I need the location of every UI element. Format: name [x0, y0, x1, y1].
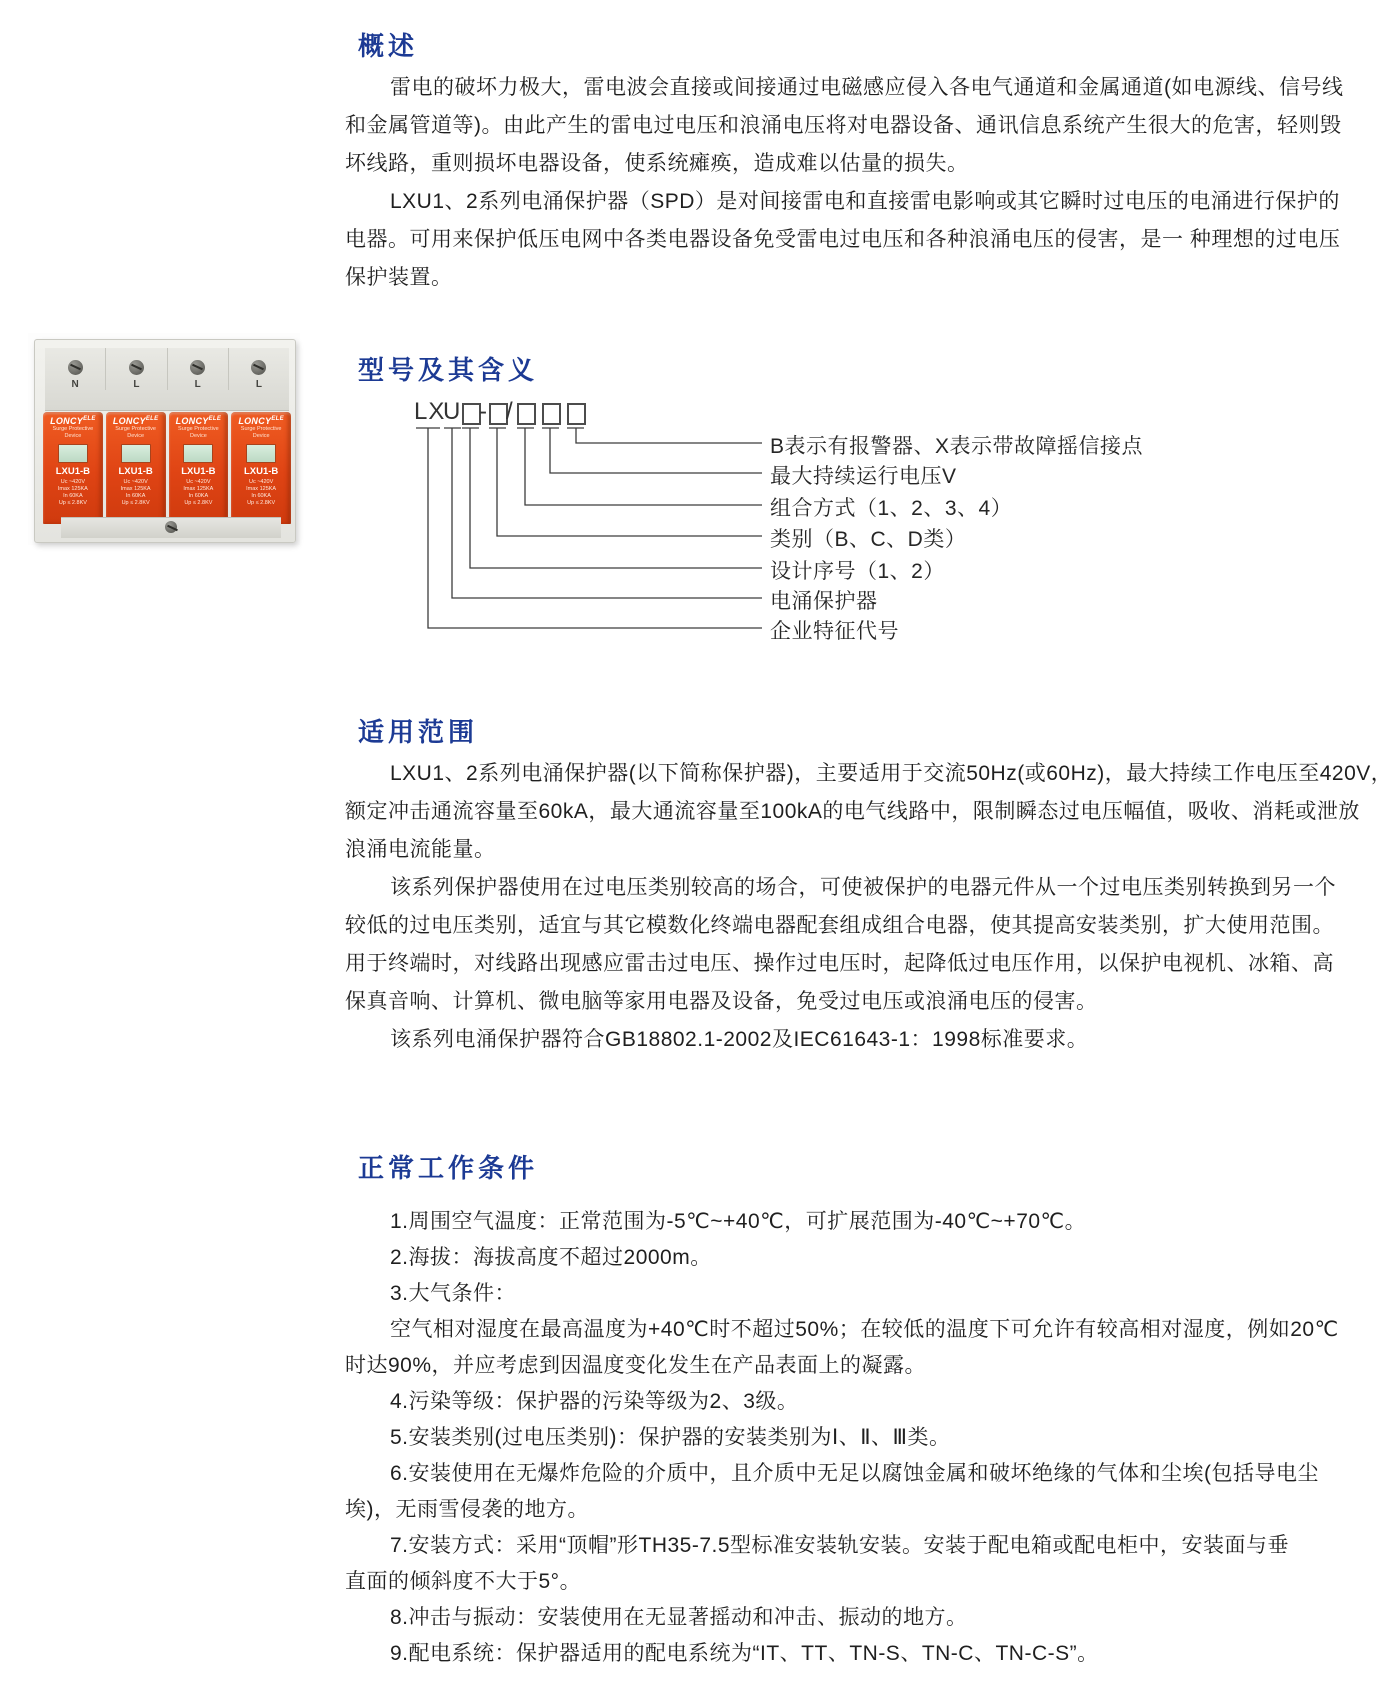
- model-code: [340, 398, 640, 428]
- model-label: B表示有报警器、X表示带故障摇信接点: [770, 435, 1144, 458]
- terminal-label: L: [133, 379, 140, 390]
- condition-text-line: 7.安装方式：采用“顶帽”形TH35-7.5型标准安装轨安装。安装于配电箱或配电柜中，安装面与垂: [390, 1534, 1290, 1557]
- overview-heading: 概述: [358, 31, 419, 61]
- module-model-label: LXU1-B: [118, 466, 153, 477]
- model-label: 设计序号（1、2）: [770, 560, 945, 583]
- terminal-screw-icon: [129, 360, 144, 375]
- module-spec-line: In 60KA: [125, 493, 146, 499]
- module-spec-line: Up ≤ 2.8KV: [184, 500, 213, 506]
- module-subtitle: Surge Protective: [115, 426, 156, 432]
- conditions-heading: 正常工作条件: [358, 1153, 539, 1183]
- condition-text-line: 9.配电系统：保护器适用的配电系统为“IT、TT、TN-S、TN-C、TN-C-S”。: [390, 1642, 1099, 1665]
- module-specs: [169, 479, 229, 507]
- module-specs: [43, 479, 103, 507]
- condition-text-line: 时达90%，并应考虑到因温度变化发生在产品表面上的凝露。: [345, 1354, 927, 1377]
- overview-text-line: 和金属管道等)。由此产生的雷电过电压和浪涌电压将对电器设备、通讯信息系统产生很大的危害，轻则毁: [345, 114, 1342, 137]
- terminal-label: N: [71, 379, 79, 390]
- module-spec-line: Imax 125KA: [57, 486, 88, 492]
- terminal-label: L: [255, 379, 262, 390]
- status-window: [58, 444, 88, 463]
- spd-module: [231, 412, 291, 524]
- module-model-label: LXU1-B: [181, 466, 216, 477]
- scope-text-line: 保真音响、计算机、微电脑等家用电器及设备，免受过电压或浪涌电压的侵害。: [345, 990, 1098, 1013]
- condition-text-line: 6.安装使用在无爆炸危险的介质中，且介质中无足以腐蚀金属和破坏绝缘的气体和尘埃(包括导电尘: [390, 1462, 1320, 1485]
- terminal-l1: [105, 348, 166, 390]
- code-box-alarm: [567, 403, 586, 425]
- module-subtitle: Surge Protective: [240, 426, 282, 432]
- scope-text-line: LXU1、2系列电涌保护器(以下简称保护器)，主要适用于交流50Hz(或60Hz)，最大持续工作电压至420V，: [390, 762, 1393, 785]
- condition-text-line: 埃)，无雨雪侵袭的地方。: [345, 1498, 589, 1521]
- spd-device-body: [34, 339, 296, 543]
- module-spec-line: Uc ~420V: [60, 479, 86, 485]
- module-subtitle: Device: [127, 433, 145, 439]
- overview-text-line: 雷电的破坏力极大，雷电波会直接或间接通过电磁感应侵入各电气通道和金属通道(如电源线、信号线: [390, 76, 1344, 99]
- module-spec-line: In 60KA: [63, 493, 83, 499]
- scope-text-line: 额定冲击通流容量至60kA，最大通流容量至100kA的电气线路中，限制瞬态过电压幅值，吸收、消耗或泄放: [345, 800, 1360, 823]
- model-label: 企业特征代号: [770, 620, 899, 643]
- brand-logo: $LONCY^{ELE}$: [112, 416, 159, 426]
- condition-text-line: 2.海拔：海拔高度不超过2000m。: [390, 1246, 712, 1269]
- scope-text-line: 该系列保护器使用在过电压类别较高的场合，可使被保护的电器元件从一个过电压类别转换到另一个: [390, 876, 1336, 899]
- module-spec-line: In 60KA: [251, 493, 271, 499]
- model-label: 类别（B、C、D类）: [770, 528, 967, 551]
- spd-module: [43, 412, 103, 524]
- module-subtitle: Surge Protective: [52, 426, 94, 432]
- module-spec-line: Uc ~420V: [248, 479, 274, 485]
- scope-text-line: 用于终端时，对线路出现感应雷击过电压、操作过电压时，起降低过电压作用，以保护电视机、冰箱、高: [345, 952, 1334, 975]
- code-dash: -: [479, 398, 488, 425]
- spd-terminal-strip: [45, 348, 289, 411]
- code-slash: /: [506, 398, 514, 425]
- overview-text-line: 保护装置。: [345, 266, 453, 289]
- overview-text-line: 坏线路，重则损坏电器设备，使系统瘫痪，造成难以估量的损失。: [345, 152, 969, 175]
- module-subtitle: Device: [64, 433, 82, 439]
- spd-module: [169, 412, 229, 524]
- brand-logo: $LONCY^{ELE}$: [175, 416, 222, 426]
- condition-text-line: 4.污染等级：保护器的污染等级为2、3级。: [390, 1390, 799, 1413]
- model-nomenclature-diagram: [340, 398, 1350, 660]
- module-model-label: LXU1-B: [243, 466, 279, 477]
- terminal-screw-icon: [190, 360, 205, 375]
- code-box-combination: [517, 403, 536, 425]
- code-box-voltage: [542, 403, 561, 425]
- module-spec-line: Imax 125KA: [246, 486, 277, 492]
- module-spec-line: Imax 125KA: [120, 486, 151, 492]
- status-window: [183, 444, 213, 463]
- module-spec-line: Uc ~420V: [186, 479, 211, 485]
- base-screw-icon: [165, 521, 177, 533]
- condition-text-line: 8.冲击与振动：安装使用在无显著摇动和冲击、振动的地方。: [390, 1606, 968, 1629]
- status-window: [121, 444, 151, 463]
- module-spec-line: In 60KA: [188, 493, 209, 499]
- brand-logo: $LONCY^{ELE}$: [50, 416, 96, 426]
- condition-text-line: 直面的倾斜度不大于5°。: [345, 1570, 582, 1593]
- model-label: 最大持续运行电压V: [770, 465, 957, 488]
- code-prefix-u: U: [443, 398, 462, 425]
- terminal-screw-icon: [251, 360, 266, 375]
- terminal-n: [45, 348, 105, 390]
- conditions-list: [345, 1204, 1345, 1672]
- overview-text-line: LXU1、2系列电涌保护器（SPD）是对间接雷电和直接雷电影响或其它瞬时过电压的电涌进行保护的: [390, 190, 1340, 213]
- product-photo: [28, 333, 300, 545]
- scope-heading: 适用范围: [358, 717, 479, 747]
- model-labels: [770, 398, 1350, 660]
- module-spec-line: Uc ~420V: [123, 479, 148, 485]
- terminal-label: L: [194, 379, 201, 390]
- module-specs: [106, 479, 166, 507]
- overview-paragraphs: [345, 69, 1345, 297]
- module-model-label: LXU1-B: [55, 466, 91, 477]
- code-prefix-lx: LX: [414, 398, 446, 425]
- brand-logo: $LONCY^{ELE}$: [238, 416, 284, 426]
- condition-text-line: 5.安装类别(过电压类别)：保护器的安装类别为Ⅰ、Ⅱ、Ⅲ类。: [390, 1426, 951, 1449]
- module-spec-line: Up ≤ 2.8KV: [121, 500, 150, 506]
- status-window: [246, 444, 276, 463]
- terminal-l3: [228, 348, 289, 390]
- condition-text-line: 1.周围空气温度：正常范围为-5℃~+40℃，可扩展范围为-40℃~+70℃。: [390, 1210, 1087, 1233]
- spd-modules-row: [43, 412, 291, 524]
- terminal-l2: [167, 348, 228, 390]
- model-label: 电涌保护器: [770, 590, 878, 613]
- condition-text-line: 3.大气条件：: [390, 1282, 517, 1305]
- condition-text-line: 空气相对湿度在最高温度为+40℃时不超过50%；在较低的温度下可允许有较高相对湿度，例如20℃: [390, 1318, 1339, 1341]
- overview-text-line: 电器。可用来保护低压电网中各类电器设备免受雷电过电压和各种浪涌电压的侵害，是一 种理想的过电压: [345, 228, 1341, 251]
- module-subtitle: Device: [189, 433, 207, 439]
- module-subtitle: Device: [252, 433, 270, 439]
- scope-text-line: 较低的过电压类别，适宜与其它模数化终端电器配套组成组合电器，使其提高安装类别，扩大使用范围。: [345, 914, 1334, 937]
- module-specs: [231, 479, 291, 507]
- module-subtitle: Surge Protective: [178, 426, 219, 432]
- module-spec-line: Up ≤ 2.8KV: [58, 500, 87, 506]
- module-spec-line: Up ≤ 2.8KV: [247, 500, 276, 506]
- terminal-screw-icon: [68, 360, 83, 375]
- model-label: 组合方式（1、2、3、4）: [770, 497, 1013, 520]
- scope-paragraphs: [345, 755, 1393, 1059]
- module-spec-line: Imax 125KA: [183, 486, 214, 492]
- model-heading: 型号及其含义: [358, 355, 539, 385]
- spd-base: [61, 517, 281, 538]
- scope-text-line: 该系列电涌保护器符合GB18802.1-2002及IEC61643-1：1998标准要求。: [390, 1028, 1089, 1051]
- scope-text-line: 浪涌电流能量。: [345, 838, 496, 861]
- spd-module: [106, 412, 166, 524]
